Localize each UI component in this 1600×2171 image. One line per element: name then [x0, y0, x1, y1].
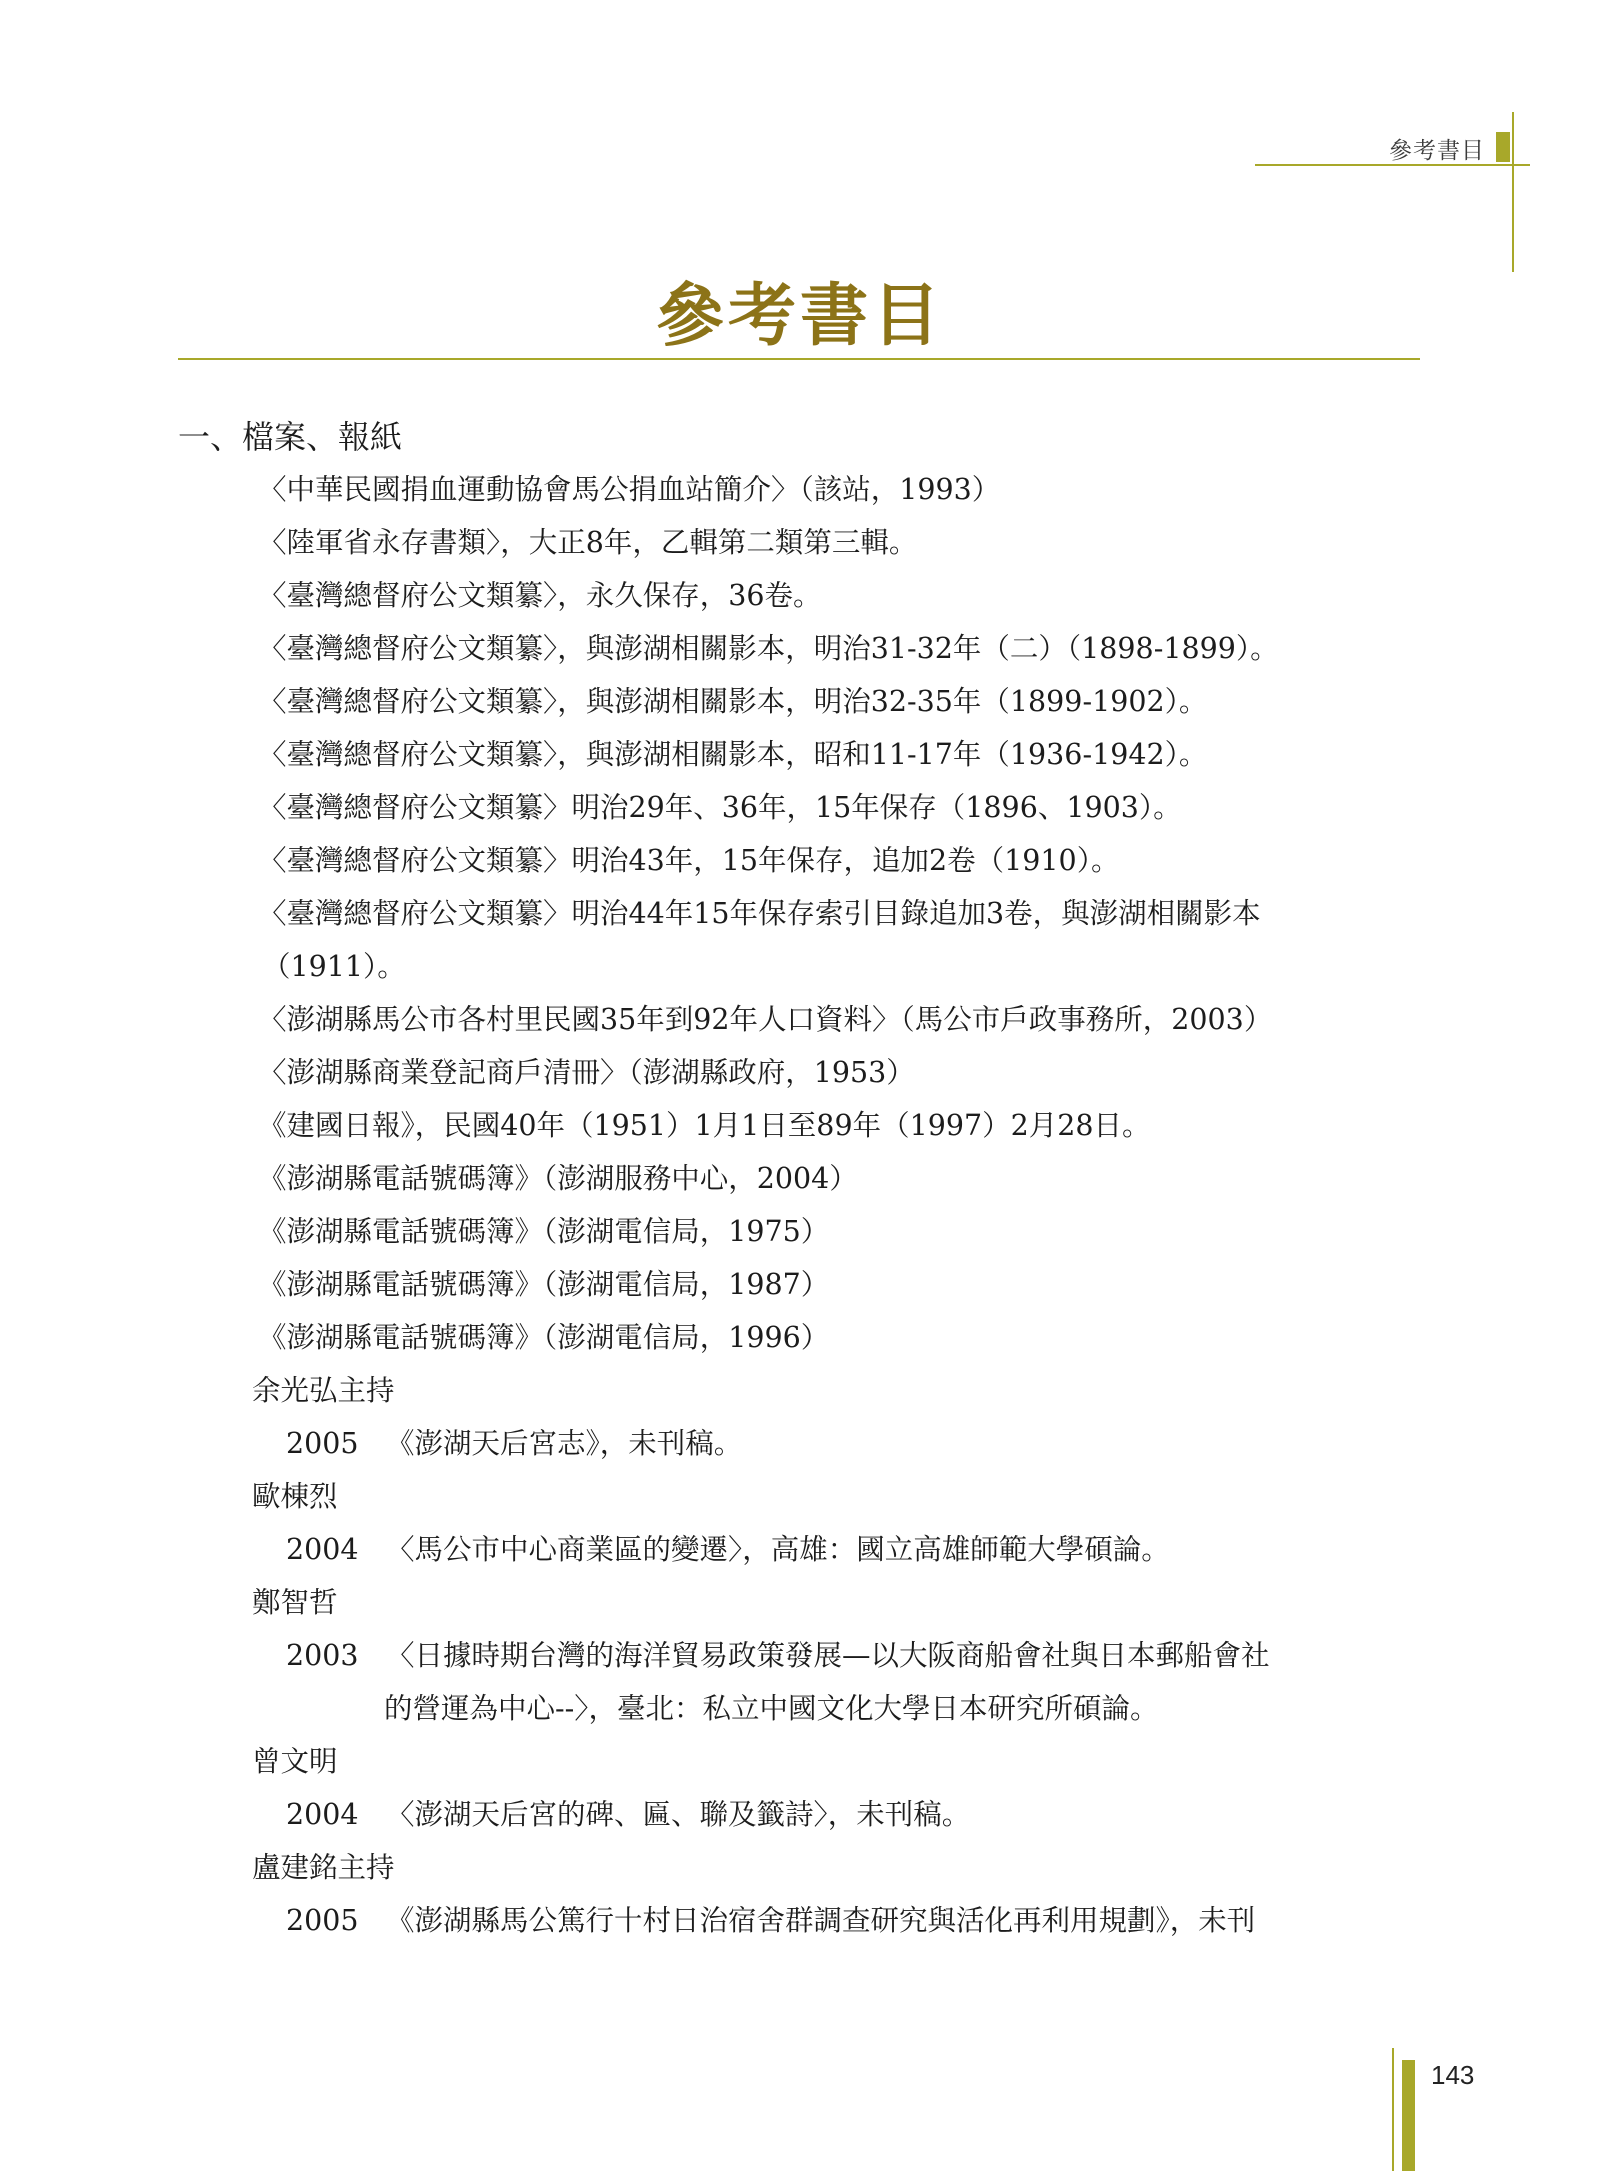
bib-entry: 〈澎湖縣商業登記商戶清冊〉（澎湖縣政府，1953） [258, 1056, 915, 1089]
bib-entry: 〈陸軍省永存書類〉，大正8年，乙輯第二類第三輯。 [258, 526, 918, 559]
bib-year: 2005 [286, 1904, 359, 1937]
bib-entry: 《建國日報》，民國40年（1951）1月1日至89年（1997）2月28日。 [258, 1109, 1151, 1142]
bib-citation [286, 1530, 1170, 1570]
bib-entry: 〈臺灣總督府公文類纂〉，永久保存，36卷。 [258, 579, 822, 612]
bib-citation [286, 1901, 1255, 1941]
header-vertical-line [1512, 112, 1514, 272]
bib-title: 《澎湖縣馬公篤行十村日治宿舍群調查研究與活化再利用規劃》，未刊 [386, 1904, 1256, 1937]
bib-entry: 《澎湖縣電話號碼簿》（澎湖電信局，1975） [258, 1215, 830, 1248]
bib-year: 2003 [286, 1639, 359, 1672]
bib-author: 歐棟烈 [252, 1480, 338, 1513]
bib-title: 《澎湖天后宮志》，未刊稿。 [386, 1427, 743, 1460]
section-heading: 一、檔案、報紙 [178, 418, 403, 456]
footer-vertical-line [1392, 2048, 1394, 2171]
bib-author: 余光弘主持 [252, 1374, 395, 1407]
bib-entry: 《澎湖縣電話號碼簿》（澎湖電信局，1996） [258, 1321, 830, 1354]
bib-citation [286, 1424, 742, 1464]
bib-entry: 〈臺灣總督府公文類纂〉明治29年、36年，15年保存（1896、1903）。 [258, 791, 1182, 824]
bib-entry: 〈臺灣總督府公文類纂〉明治44年15年保存索引目錄追加3卷，與澎湖相關影本 [258, 897, 1261, 930]
bib-author: 盧建銘主持 [252, 1851, 395, 1884]
bib-entry: 〈臺灣總督府公文類纂〉，與澎湖相關影本，明治31-32年（二）（1898-1899）。 [258, 632, 1279, 665]
bib-title: 〈澎湖天后宮的碑、匾、聯及籤詩〉，未刊稿。 [386, 1798, 971, 1831]
bib-entry: 〈澎湖縣馬公市各村里民國35年到92年人口資料〉（馬公市戶政事務所，2003） [258, 1003, 1273, 1036]
bib-entry: 《澎湖縣電話號碼簿》（澎湖電信局，1987） [258, 1268, 830, 1301]
bib-entry: 〈臺灣總督府公文類纂〉，與澎湖相關影本，明治32-35年（1899-1902）。 [258, 685, 1208, 718]
bib-entry: 〈中華民國捐血運動協會馬公捐血站簡介〉（該站，1993） [258, 473, 1001, 506]
bib-author: 曾文明 [252, 1745, 338, 1778]
bib-title: 〈日據時期台灣的海洋貿易政策發展—以大阪商船會社與日本郵船會社 [386, 1639, 1270, 1672]
bib-year: 2005 [286, 1427, 359, 1460]
bib-citation [286, 1636, 1270, 1676]
bib-title: 〈馬公市中心商業區的變遷〉，高雄：國立高雄師範大學碩論。 [386, 1533, 1170, 1566]
header-marker-block [1496, 132, 1510, 162]
bib-year: 2004 [286, 1533, 359, 1566]
bib-title-continuation: 的營運為中心--〉，臺北：私立中國文化大學日本研究所碩論。 [384, 1692, 1159, 1725]
title-underline [178, 358, 1420, 360]
bib-entry: 〈臺灣總督府公文類纂〉，與澎湖相關影本，昭和11-17年（1936-1942）。 [258, 738, 1208, 771]
bib-year: 2004 [286, 1798, 359, 1831]
page-number: 143 [1431, 2060, 1475, 2090]
bib-entry-continuation: （1911）。 [262, 950, 406, 983]
bib-entry: 〈臺灣總督府公文類纂〉明治43年，15年保存，追加2卷（1910）。 [258, 844, 1120, 877]
running-header: 參考書目 [1389, 138, 1485, 164]
page-title: 參考書目 [655, 276, 944, 356]
footer-marker-block [1402, 2060, 1415, 2171]
bib-author: 鄭智哲 [252, 1586, 338, 1619]
bib-citation [286, 1795, 970, 1835]
bib-entry: 《澎湖縣電話號碼簿》（澎湖服務中心，2004） [258, 1162, 858, 1195]
